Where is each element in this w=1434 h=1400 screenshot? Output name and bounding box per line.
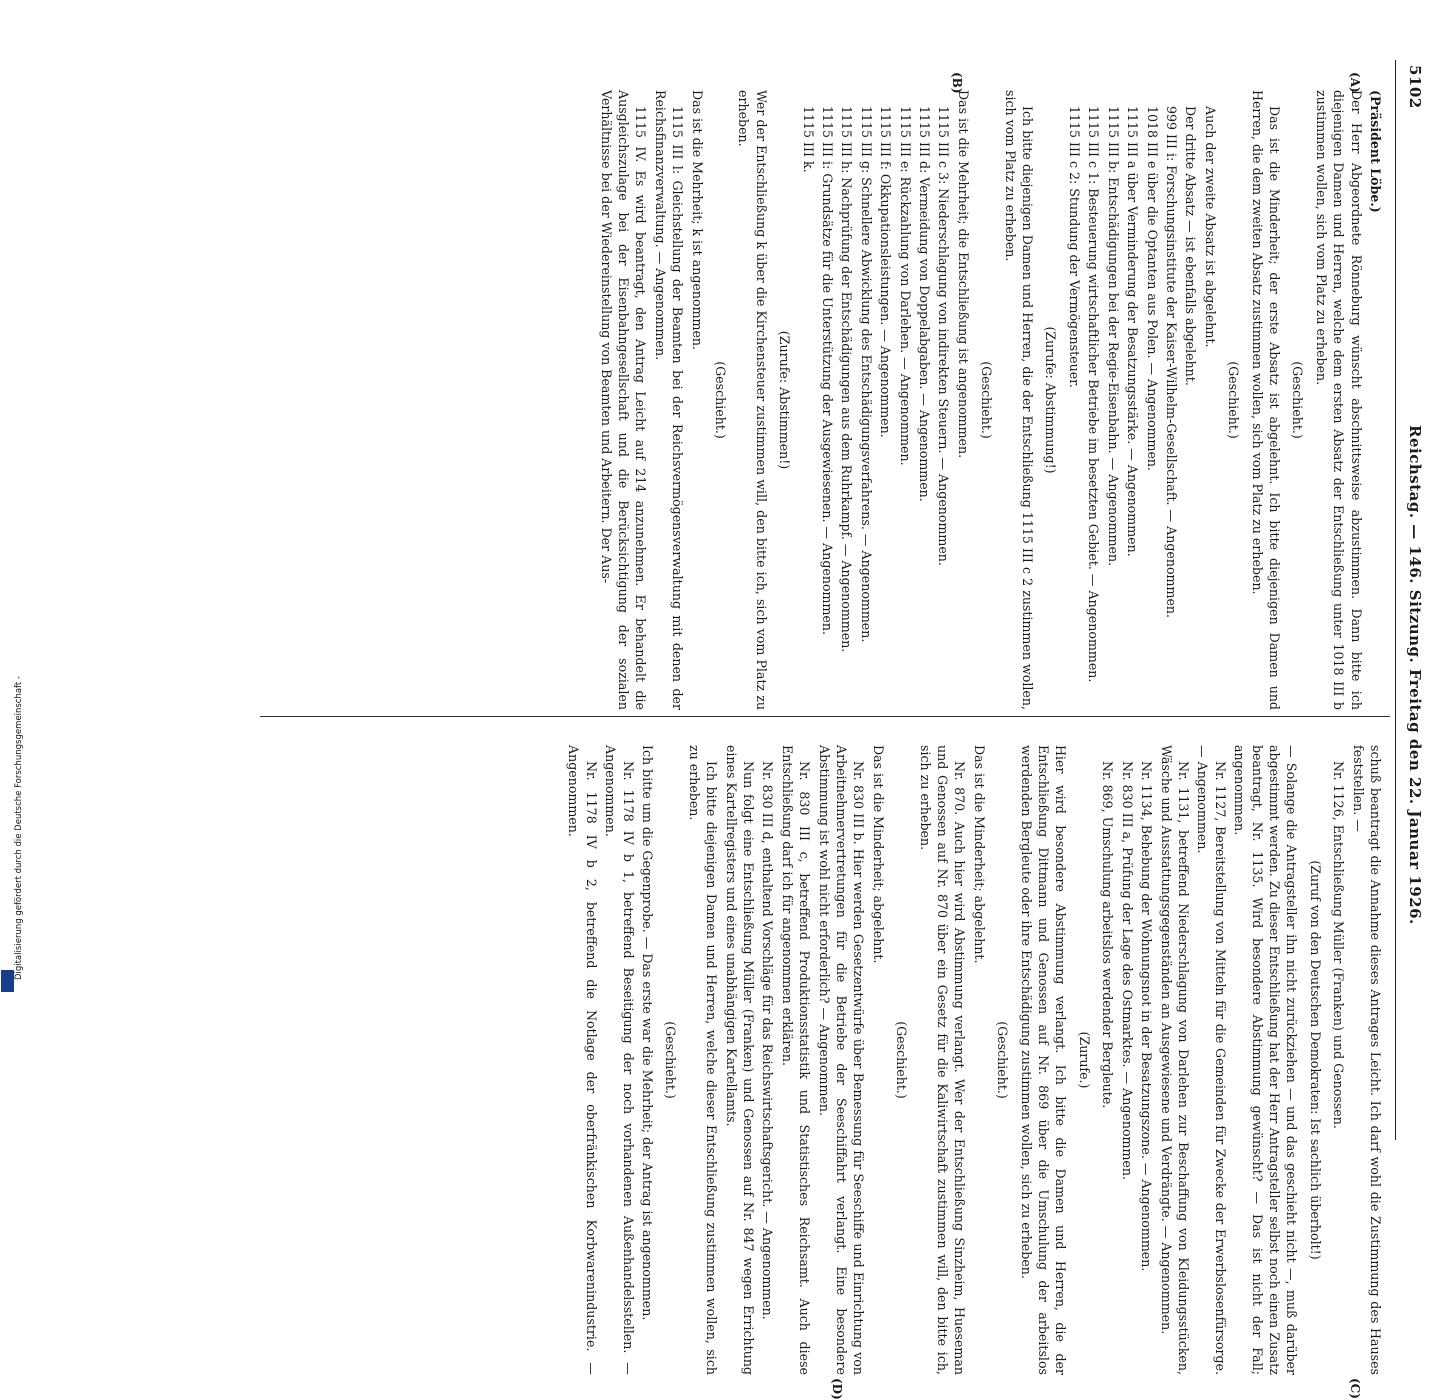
paragraph: Wer der Entschließung k über die Kirchensteuer zustimmen will, den bitte ich, sich vom Platz zu erheben. [736, 90, 769, 710]
stage-direction: (Zurufe.) [1076, 1031, 1092, 1089]
paragraph: Der dritte Absatz — ist ebenfalls abgelehnt. [1183, 106, 1199, 386]
paragraph: 1115 III b: Entschädigungen bei der Regie-Eisenbahn. — Angenommen. [1105, 106, 1121, 567]
stage-direction: (Geschieht.) [663, 1021, 679, 1099]
paragraph: Ich bitte diejenigen Damen und Herren, die der Entschließung 1115 III c 2 zustimmen wollen, sich vom Platz zu erheben. [1002, 90, 1036, 710]
paragraph: 1115 III g: Schnellere Abwicklung des Entschädigungsverfahrens. — Angenommen. [858, 106, 874, 643]
paragraph: 1115 III k. [800, 106, 816, 173]
paragraph: schuß beantragt die Annahme dieses Antrages Leicht. Ich darf wohl die Zustimmung des Hauses feststellen. — [1350, 745, 1383, 1375]
paragraph: Nr. 1178 IV b 2, betreffend die Notlage der oberfränkischen Korbwarenindustrie. — Angenommen. [566, 745, 599, 1375]
stage-direction: (Geschieht.) [995, 1021, 1011, 1099]
header-rule [1395, 60, 1396, 1140]
paragraph: Nr. 830 III c, betreffend Produktionsstatistik und Statistisches Reichsamt. Auch diese Entschließung darf ich für angenommen erklären. [779, 745, 813, 1375]
paragraph: Das ist die Mehrheit; die Entschließung ist angenommen. [955, 90, 971, 459]
stage-direction: (Geschieht.) [713, 361, 728, 439]
paragraph: Nun folgt eine Entschließung Müller (Franken) und Genossen auf Nr. 847 wegen Errichtung eines Kartellregisters und eines unabhängigen Kartellamts. [723, 745, 756, 1375]
paragraph: 1115 III h: Nachprüfung der Entschädigungen aus dem Ruhrkampf. — Angenommen. [839, 106, 855, 653]
paragraph: 1115 III d: Vermeidung von Doppelabgaben. — Angenommen. [917, 106, 933, 502]
paragraph: 1115 III c 2: Stundung der Vermögensteuer. [1066, 106, 1082, 388]
page-number: 5102 [1406, 65, 1424, 109]
paragraph: 1115 III c 1: Besteuerung wirtschaftlicher Betriebe im besetzten Gebiet. — Angenommen. [1086, 106, 1102, 683]
paragraph: Das ist die Minderheit; abgelehnt. [870, 745, 886, 964]
page-title: Reichstag. — 146. Sitzung. Freitag den 22. Januar 1926. [1406, 425, 1424, 925]
paragraph: Nr. 830 III d, enthaltend Vorschläge für das Reichswirtschaftsgericht. — Angenommen. [760, 761, 776, 1320]
paragraph: Nr. 1127, Bereitstellung von Mitteln für die Gemeinden für Zwecke der Erwerbslosenfürsorge. — Angenommen. [1195, 745, 1228, 1375]
paragraph: Ich bitte diejenigen Damen und Herren, welche dieser Entschließung zustimmen wollen, sich zu erheben. [686, 745, 720, 1375]
paragraph: Nr. 1134, Behebung der Wohnungsnot in der Besatzungszone. — Angenommen. [1139, 761, 1155, 1272]
paragraph: 1115 III e: Rückzahlung von Darlehen. — Angenommen. [897, 106, 913, 466]
stage-direction: (Zuruf von den Deutschen Demokraten: Ist sachlich überholt!) [1307, 860, 1323, 1260]
paragraph: Auch der zweite Absatz ist abgelehnt. [1202, 106, 1218, 348]
paragraph: — Solange die Antragsteller ihn nicht zurückziehen — und das geschieht nicht —, muß darüber abgestimmt werden. Zu dieser Entschließung hat der Herr Antragsteller selbst noch einen Zusatz beantragt, Nr. 1135. Wird besondere Abstimmung gewünscht? — Das ist nicht der Fall; angenommen. [1232, 745, 1300, 1375]
margin-mark-b: (B) [950, 72, 964, 94]
paragraph: Nr. 1126, Entschließung Müller (Franken) und Genossen. [1331, 761, 1347, 1129]
paragraph: 1115 III i: Grundsätze für die Unterstützung der Ausgewiesenen. — Angenommen. [820, 106, 836, 635]
right-column [563, 745, 1384, 1375]
paragraph: Nr. 869, Umschulung arbeitslos werdender Bergleute. [1100, 761, 1116, 1109]
paragraph: Nr. 1131, betreffend Niederschlagung von Darlehen zur Beschaffung von Kleidungsstücken, Wäsche und Ausstattungsgegenständen an Ausgewiesene und Verdrängte. — Angenommen. [1158, 745, 1191, 1375]
paragraph: Nr. 830 III b. Hier werden Gesetzentwürfe über Bemessung für Seeschiffe und Einrichtung von Arbeitnehmervertretungen für die Betriebe der Seeschiffahrt verlangt. Eine besondere Abstimmung ist wohl nicht erforderlich? — Angenommen. [816, 745, 867, 1375]
page-header [1400, 65, 1424, 1155]
paragraph: 1018 III e über die Optanten aus Polen. — Angenommen. [1144, 106, 1160, 472]
margin-mark-c: (C) [1348, 1378, 1362, 1399]
paragraph: Der Herr Abgeordnete Rönneburg wünscht abschnittsweise abzustimmen. Dann bitte ich diejenigen Damen und Herren, welche dem ersten Absatz der Entschließung unter 1018 III b zustimmen wollen, sich vom Platz zu erheben. [1313, 90, 1364, 710]
column-divider [260, 716, 1390, 717]
left-column [595, 90, 1384, 710]
stage-direction: (Geschieht.) [1226, 361, 1242, 439]
stage-direction: (Geschieht.) [1290, 361, 1306, 439]
paragraph: Das ist die Mehrheit; k ist angenommen. [689, 90, 705, 351]
margin-mark-a: (A) [1348, 72, 1362, 93]
paragraph: 1115 III c 3: Niederschlagung von indirekten Steuern. — Angenommen. [936, 106, 952, 566]
paragraph: Ich bitte um die Gegenprobe. — Das erste war die Mehrheit; der Antrag ist angenommen. [639, 745, 655, 1321]
paragraph: Nr. 830 III a, Prüfung der Lage des Ostmarktes. — Angenommen. [1119, 761, 1135, 1180]
stage-direction: (Zurufe: Abstimmen!) [777, 330, 793, 470]
paragraph: Das ist die Minderheit; der erste Absatz ist abgelehnt. Ich bitte diejenigen Damen und Herren, die dem zweiten Absatz zustimmen wollen, sich vom Platz zu erheben. [1249, 90, 1282, 710]
paragraph: (Präsident Löbe.) [1368, 90, 1383, 213]
paragraph: Hier wird besondere Abstimmung verlangt. Ich bitte die Damen und Herren, die der Entschließung Dittmann und Genossen auf Nr. 869 über die Umschulung der arbeitslos werdenden Bergleute oder ihre Entschädigung zustimmen wollen, sich zu erheben. [1018, 745, 1069, 1375]
stage-direction: (Geschieht.) [979, 361, 995, 439]
paragraph: Nr. 870. Auch hier wird Abstimmung verlangt. Wer der Entschließung Sinzheim, Hueseman und Genossen auf Nr. 870 über ein Gesetz für die Kaliwirtschaft zustimmen will, den bitte ich, sich zu erheben. [917, 745, 968, 1375]
paragraph: 999 III i: Forschungsinstitute der Kaiser-Wilhelm-Gesellschaft. — Angenommen. [1163, 106, 1179, 619]
stage-direction: (Zurufe: Abstimmung!) [1043, 326, 1059, 474]
paragraph: Das ist die Minderheit; abgelehnt. [971, 745, 987, 964]
paragraph: 1115 III f: Okkupationsleistungen. — Angenommen. [878, 106, 894, 438]
paragraph: 1115 III a über Verminderung der Besatzungsstärke. — Angenommen. [1125, 106, 1141, 557]
margin-mark-d: (D) [830, 1378, 844, 1400]
paragraph: Nr. 1178 IV b 1, betreffend Beseitigung der noch vorhandenen Außenhandelsstellen. — Angenommen. [603, 745, 636, 1375]
paragraph: 1115 IV. Es wird beantragt, den Antrag Leicht auf 214 anzunehmen. Er behandelt die Ausgleichszulage bei der Eisenbahngesellschaft und die Berücksichtigung der sozialen Verhältnisse bei der Wiedereinstellung von Beamten und Arbeitern. Der Aus- [598, 90, 649, 710]
paragraph: 1115 III l: Gleichstellung der Beamten bei der Reichsvermögensverwaltung mit denen der Reichsfinanzverwaltung. — Angenommen. [652, 90, 686, 710]
dfg-credit: Digitalisierung gefördert durch die Deutsche Forschungsgemeinschaft - [14, 676, 24, 980]
stage-direction: (Geschieht.) [894, 1021, 910, 1099]
